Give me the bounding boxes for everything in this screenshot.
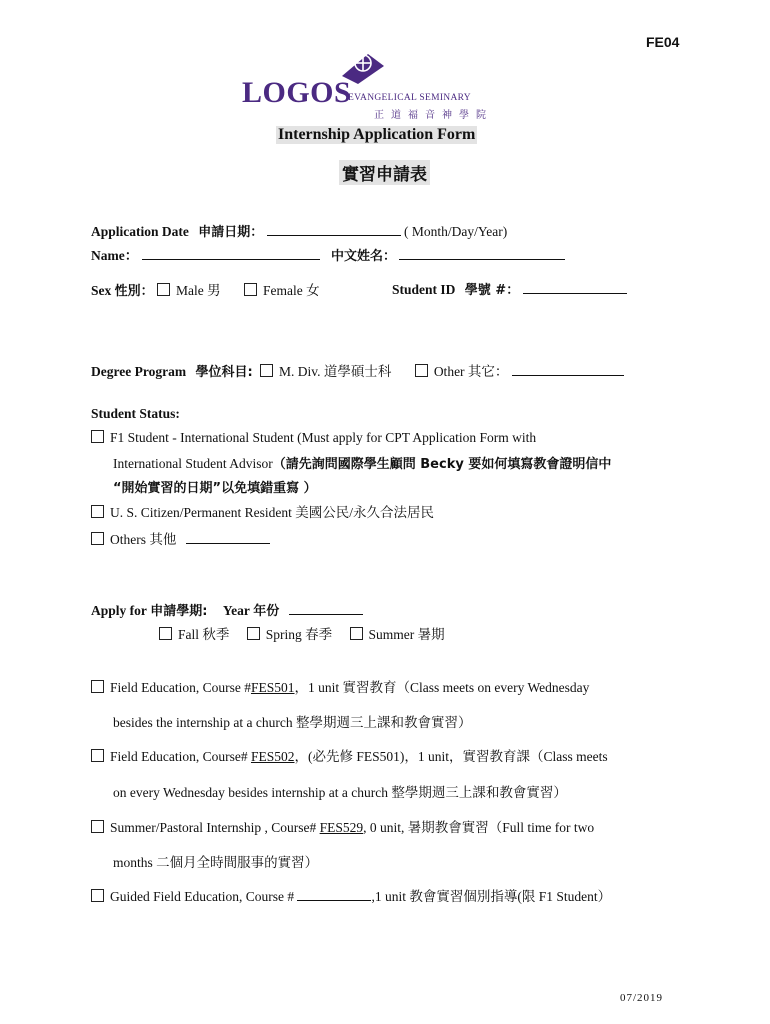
course-details-line2: months 二個月全時間服事的實習） [113, 855, 319, 870]
course-name: Guided Field Education, Course # [110, 889, 298, 904]
student-id-row [392, 279, 627, 298]
f1-label-line1: F1 Student - International Student (Must apply for CPT Application Form with [110, 430, 537, 445]
logo-wordmark: LOGOS [242, 76, 352, 109]
course-code: FES502 [250, 749, 295, 764]
course-row [91, 816, 594, 836]
spring-label: Spring 春季 [265, 627, 333, 642]
logo-subtitle-en: EVANGELICAL SEMINARY [348, 93, 471, 103]
student-id-field[interactable] [523, 281, 627, 294]
male-checkbox[interactable] [157, 283, 170, 296]
student-id-label-zh: 學號 #： [464, 283, 520, 298]
course-code: FES529 [319, 820, 364, 835]
course-checkbox[interactable] [91, 820, 104, 833]
f1-checkbox[interactable] [91, 430, 104, 443]
course-details: ，(必先修 FES501)，1 unit，實習教育課（Class meets [294, 749, 608, 764]
fall-checkbox[interactable] [159, 627, 172, 640]
course-details: , 0 unit, 暑期教會實習（Full time for two [363, 820, 595, 835]
form-code: FE04 [646, 34, 680, 50]
apply-for-label: Apply for [91, 603, 147, 618]
degree-label-zh: 學位科目: [195, 365, 253, 380]
chinese-name-label: 中文姓名： [331, 249, 397, 264]
sex-label-zh: 性別： [114, 284, 154, 299]
female-label: Female 女 [263, 283, 320, 298]
f1-label-line2-zh: （請先詢問國際學生顧問 Becky 要如何填寫教會證明信中 [272, 457, 612, 472]
form-title-en: Internship Application Form [278, 126, 476, 143]
name-row [91, 244, 565, 264]
logo-subtitle-zh: 正道福音神學院 [374, 110, 493, 121]
student-status-heading: Student Status: [91, 406, 180, 421]
male-label: Male 男 [176, 283, 221, 298]
other-degree-label: Other 其它： [433, 364, 509, 379]
course-row [91, 885, 611, 905]
course-checkbox[interactable] [91, 680, 104, 693]
mdiv-label: M. Div. 道學碩士科 [279, 364, 392, 379]
name-label: Name： [91, 248, 139, 263]
fall-label: Fall 秋季 [178, 627, 230, 642]
course-number-field[interactable] [297, 888, 371, 901]
course-checkbox[interactable] [91, 749, 104, 762]
spring-checkbox[interactable] [247, 627, 260, 640]
others-checkbox[interactable] [91, 532, 104, 545]
footer-date: 07/2019 [620, 992, 664, 1004]
sex-label: Sex [91, 283, 112, 298]
course-details-line2: on every Wednesday besides internship at a church 整學期週三上課和教會實習） [113, 785, 567, 800]
application-date-label-zh: 申請日期： [198, 225, 264, 240]
application-date-row [91, 221, 507, 240]
others-label: Others 其他 [110, 532, 177, 547]
chinese-name-field[interactable] [399, 247, 565, 260]
term-options-row [159, 623, 445, 643]
course-name: Field Education, Course# [110, 749, 251, 764]
female-checkbox[interactable] [244, 283, 257, 296]
application-date-field[interactable] [267, 223, 401, 236]
degree-row [91, 360, 624, 380]
course-code: FES501 [250, 680, 295, 695]
course-row [91, 676, 589, 696]
form-title-zh: 實習申請表 [339, 160, 430, 185]
sex-row [91, 279, 320, 299]
name-field[interactable] [142, 247, 320, 260]
year-label: Year [222, 603, 250, 618]
apply-for-label-zh: 申請學期: [150, 604, 208, 619]
course-name: Summer/Pastoral Internship , Course# [110, 820, 320, 835]
date-format-hint: ( Month/Day/Year) [404, 224, 508, 239]
citizen-checkbox[interactable] [91, 505, 104, 518]
year-label-zh: 年份 [253, 604, 280, 619]
year-field[interactable] [289, 602, 363, 615]
course-checkbox[interactable] [91, 889, 104, 902]
f1-status-row [91, 430, 536, 446]
summer-checkbox[interactable] [350, 627, 363, 640]
other-degree-checkbox[interactable] [415, 364, 428, 377]
others-field[interactable] [186, 531, 270, 544]
f1-label-line3: “開始實習的日期”以免填錯重寫 ） [113, 481, 317, 496]
course-row [91, 745, 608, 765]
apply-for-row [91, 600, 363, 619]
application-date-label: Application Date [91, 224, 189, 239]
f1-label-line2-en: International Student Advisor [113, 456, 273, 471]
course-details: ，1 unit 實習教育（Class meets on every Wednesday [294, 680, 590, 695]
mdiv-checkbox[interactable] [260, 364, 273, 377]
summer-label: Summer 暑期 [368, 627, 445, 642]
course-name: Field Education, Course # [110, 680, 251, 695]
student-id-label: Student ID [392, 282, 456, 297]
other-degree-field[interactable] [512, 363, 624, 376]
course-details-line2: besides the internship at a church 整學期週三上課和教會實習） [113, 715, 472, 730]
f1-status-line2 [113, 453, 611, 472]
course-details: ,1 unit 教會實習個別指導(限 F1 Student） [371, 889, 612, 904]
citizen-status-row [91, 501, 434, 521]
degree-label: Degree Program [91, 364, 187, 379]
citizen-label: U. S. Citizen/Permanent Resident 美國公民/永久合法居民 [110, 505, 434, 520]
others-status-row [91, 528, 270, 548]
